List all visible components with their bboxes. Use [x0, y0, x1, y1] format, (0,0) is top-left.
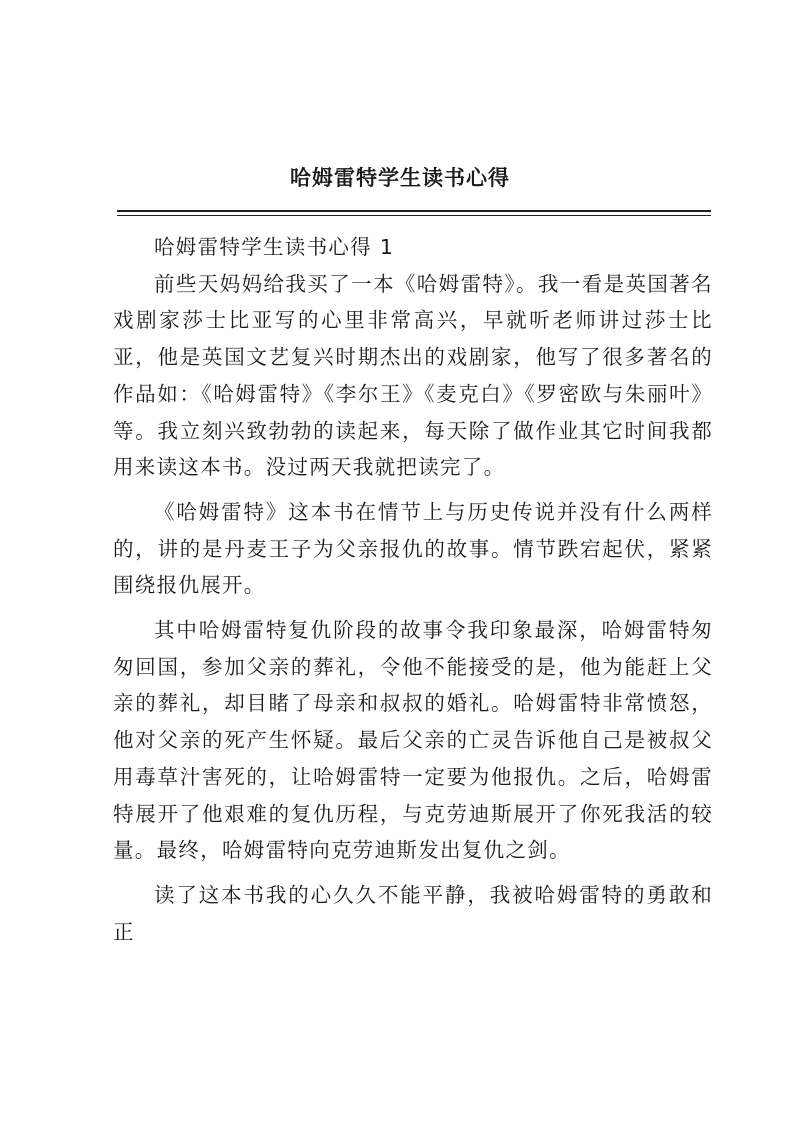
- document-title: 哈姆雷特学生读书心得: [290, 165, 510, 190]
- document-body: [113, 229, 713, 950]
- title-divider-thin: [117, 215, 711, 216]
- paragraph-4: 读了这本书我的心久久不能平静，我被哈姆雷特的勇敢和正: [113, 882, 713, 944]
- title-divider-thick: [117, 210, 711, 212]
- paragraph-1: 前些天妈妈给我买了一本《哈姆雷特》。我一看是英国著名戏剧家莎士比亚写的心里非常高兴，早就听老师讲过莎士比亚，他是英国文艺复兴时期杰出的戏剧家，他写了很多著名的作品如：《哈姆雷特》《李尔王》《麦克白》《罗密欧与朱丽叶》等。我立刻兴致勃勃的读起来，每天除了做作业其它时间我都用来读这本书。没过两天我就把读完了。: [113, 271, 713, 480]
- section-subtitle: 哈姆雷特学生读书心得 1: [154, 235, 395, 259]
- paragraph-3: 其中哈姆雷特复仇阶段的故事令我印象最深，哈姆雷特匆匆回国，参加父亲的葬礼，令他不能接受的是，他为能赶上父亲的葬礼，却目睹了母亲和叔叔的婚礼。哈姆雷特非常愤怒，他对父亲的死产生怀疑。最后父亲的亡灵告诉他自己是被叔父用毒草汁害死的，让哈姆雷特一定要为他报仇。之后，哈姆雷特展开了他艰难的复仇历程，与克劳迪斯展开了你死我活的较量。最终，哈姆雷特向克劳迪斯发出复仇之剑。: [113, 618, 713, 863]
- paragraph-2: 《哈姆雷特》这本书在情节上与历史传说并没有什么两样的，讲的是丹麦王子为父亲报仇的故事。情节跌宕起伏，紧紧围绕报仇展开。: [113, 499, 713, 598]
